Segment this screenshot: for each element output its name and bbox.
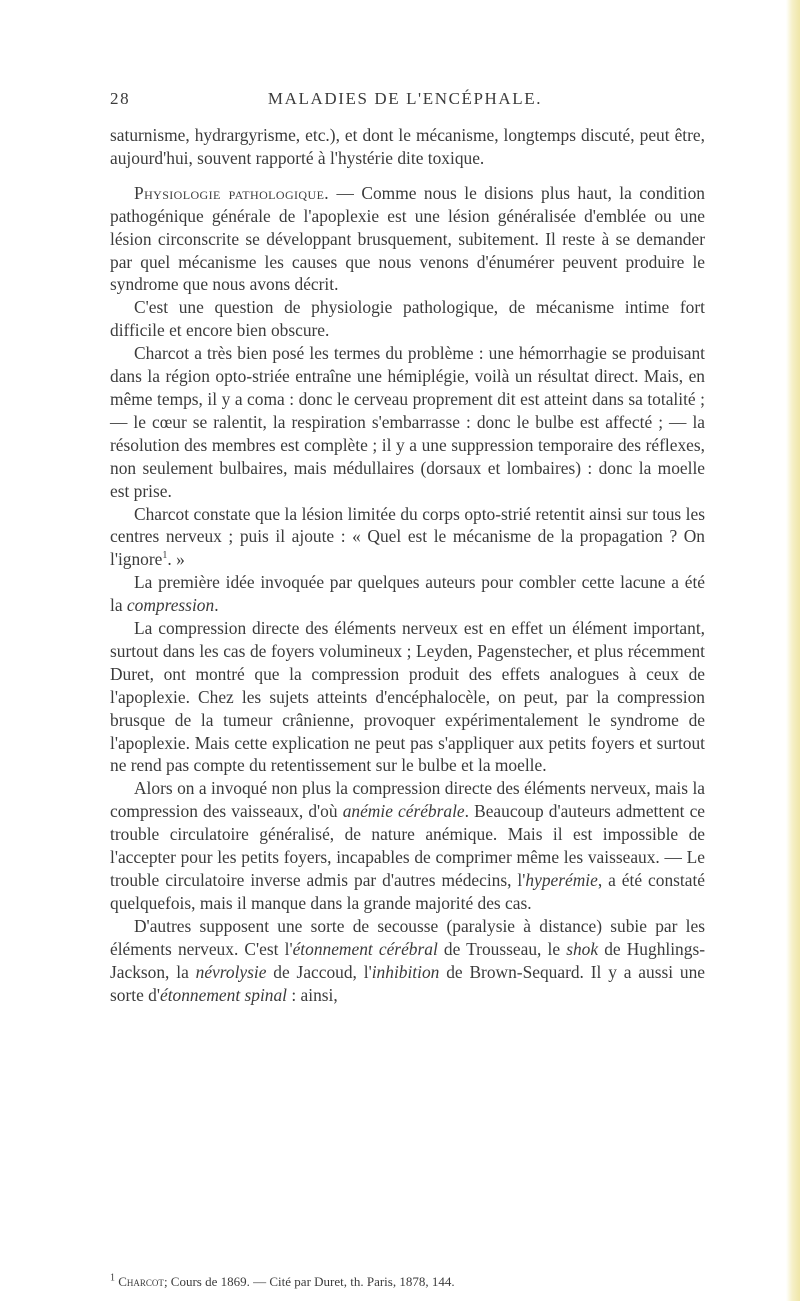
running-title: MALADIES DE L'ENCÉPHALE.: [267, 89, 543, 108]
page-number: 28: [110, 89, 131, 108]
term-shok: shok: [566, 938, 599, 959]
paragraph-2-text: — Comme nous le disions plus haut, la condition pathogénique générale de l'apoplexie est une lésion généralisée d'emblée ou une lésion circonscrite se développant brusquement, subitement. Il reste à se demander par quel mécanisme les causes que nous venons d'énumérer peuvent produire le syndrome que nous avons décrit.: [110, 182, 705, 295]
term-etonnement-cerebral: étonnement cérébral: [292, 938, 438, 959]
term-etonnement-spinal: étonnement spinal: [159, 984, 288, 1005]
term-inhibition: inhibition: [371, 961, 440, 982]
page-edge-shading: [786, 0, 800, 1301]
term-compression: compression: [126, 595, 215, 616]
paragraph-5-end: . »: [167, 549, 185, 570]
footnote-author: Charcot: [118, 1274, 164, 1289]
paragraph-9-text-d: de Jaccoud, l': [266, 961, 372, 982]
paragraph-4-text: Charcot a très bien posé les termes du problème : une hémorrhagie se produisant dans la région opto-striée entraîne une hémiplégie, voilà un résultat direct. Mais, en même temps, il y a coma : donc le cerveau proprement dit est atteint dans sa totalité ; — le cœur se ralentit, la respiration s'embarrasse : donc le bulbe est affecté ; — la résolution des membres est complète ; il y a une suppression temporaire des réflexes, non seulement bulbaires, mais médullaires (dorsaux et lombaires) : donc la moelle est prise.: [110, 343, 705, 501]
term-anemie-cerebrale: anémie cérébrale: [342, 801, 465, 822]
paragraph-5: [110, 503, 705, 572]
body-text: [110, 124, 705, 1006]
paragraph-3: [110, 296, 705, 342]
paragraph-1-text: saturnisme, hydrargyrisme, etc.), et dont le mécanisme, longtemps discuté, peut être, aujourd'hui, souvent rapporté à l'hystérie dite toxique.: [110, 125, 705, 168]
paragraph-9: [110, 915, 705, 1007]
paragraph-7: [110, 617, 705, 777]
running-header: [110, 89, 700, 111]
footnote-reference: 1: [162, 550, 168, 562]
paragraph-9-text-a: D'autres supposent une sorte de secousse (paralysie à distance) subie par les éléments nerveux. C'est l': [110, 915, 705, 959]
footnote-text: ; Cours de 1869. — Cité par Duret, th. Paris, 1878, 144.: [163, 1274, 455, 1289]
paragraph-6: [110, 571, 705, 617]
paragraph-6-end: .: [214, 595, 219, 616]
footnote-number: 1: [110, 1272, 115, 1284]
paragraph-9-text-e: de Brown-Sequard. Il y a aussi une sorte d': [110, 961, 706, 1005]
paragraph-7-text: La compression directe des éléments nerveux est en effet un élément important, surtout dans les cas de foyers volumineux ; Leyden, Pagenstecher, et plus récemment Duret, ont montré que la compression produit des effets analogues à ceux de l'apoplexie. Chez les sujets atteints d'encéphalocèle, on peut, par la compression brusque de la tumeur crânienne, provoquer expérimentalement le syndrome de l'apoplexie. Mais cette explication ne peut pas s'appliquer aux petits foyers et surtout ne rend pas compte du retentissement sur le bulbe et la moelle.: [110, 618, 705, 776]
paragraph-8: [110, 777, 705, 914]
term-hyperemie: hyperémie: [525, 870, 598, 890]
paragraph-8-text-a: Alors on a invoqué non plus la compression directe des éléments nerveux, mais la compression des vaisseaux, d'où: [110, 778, 705, 822]
paragraph-3-text: C'est une question de physiologie pathologique, de mécanisme intime fort difficile et encore bien obscure.: [110, 297, 705, 341]
paragraph-5-text: Charcot constate que la lésion limitée du corps opto-strié retentit ainsi sur tous les centres nerveux ; puis il ajoute : « Quel est le mécanisme de la propagation ? On l'ignore: [110, 503, 705, 570]
paragraph-2: [110, 182, 705, 297]
paragraph-4: [110, 342, 705, 502]
paragraph-6-text: La première idée invoquée par quelques auteurs pour combler cette lacune a été la: [110, 572, 705, 616]
paragraph-8-text-b: . Beaucoup d'auteurs admettent ce trouble circulatoire généralisé, de nature anémique. Mais il est impossible de l'accepter pour les petits foyers, incapables de comprimer même les vaisseaux. — Le trouble circulatoire inverse admis par d'autres médecins, l': [110, 801, 706, 890]
paragraph-1: [110, 124, 705, 170]
paragraph-9-text-f: : ainsi,: [287, 984, 338, 1005]
paragraph-9-text-b: de Trousseau, le: [437, 938, 567, 959]
footnote: [110, 1274, 705, 1290]
section-heading: Physiologie pathologique.: [134, 182, 330, 203]
paragraph-8-text-c: , a été constaté quelquefois, mais il manque dans la grande majorité des cas.: [110, 870, 706, 913]
paragraph-9-text-c: de Hughlings-Jackson, la: [110, 938, 706, 982]
term-nevrolysie: névrolysie: [195, 961, 267, 982]
